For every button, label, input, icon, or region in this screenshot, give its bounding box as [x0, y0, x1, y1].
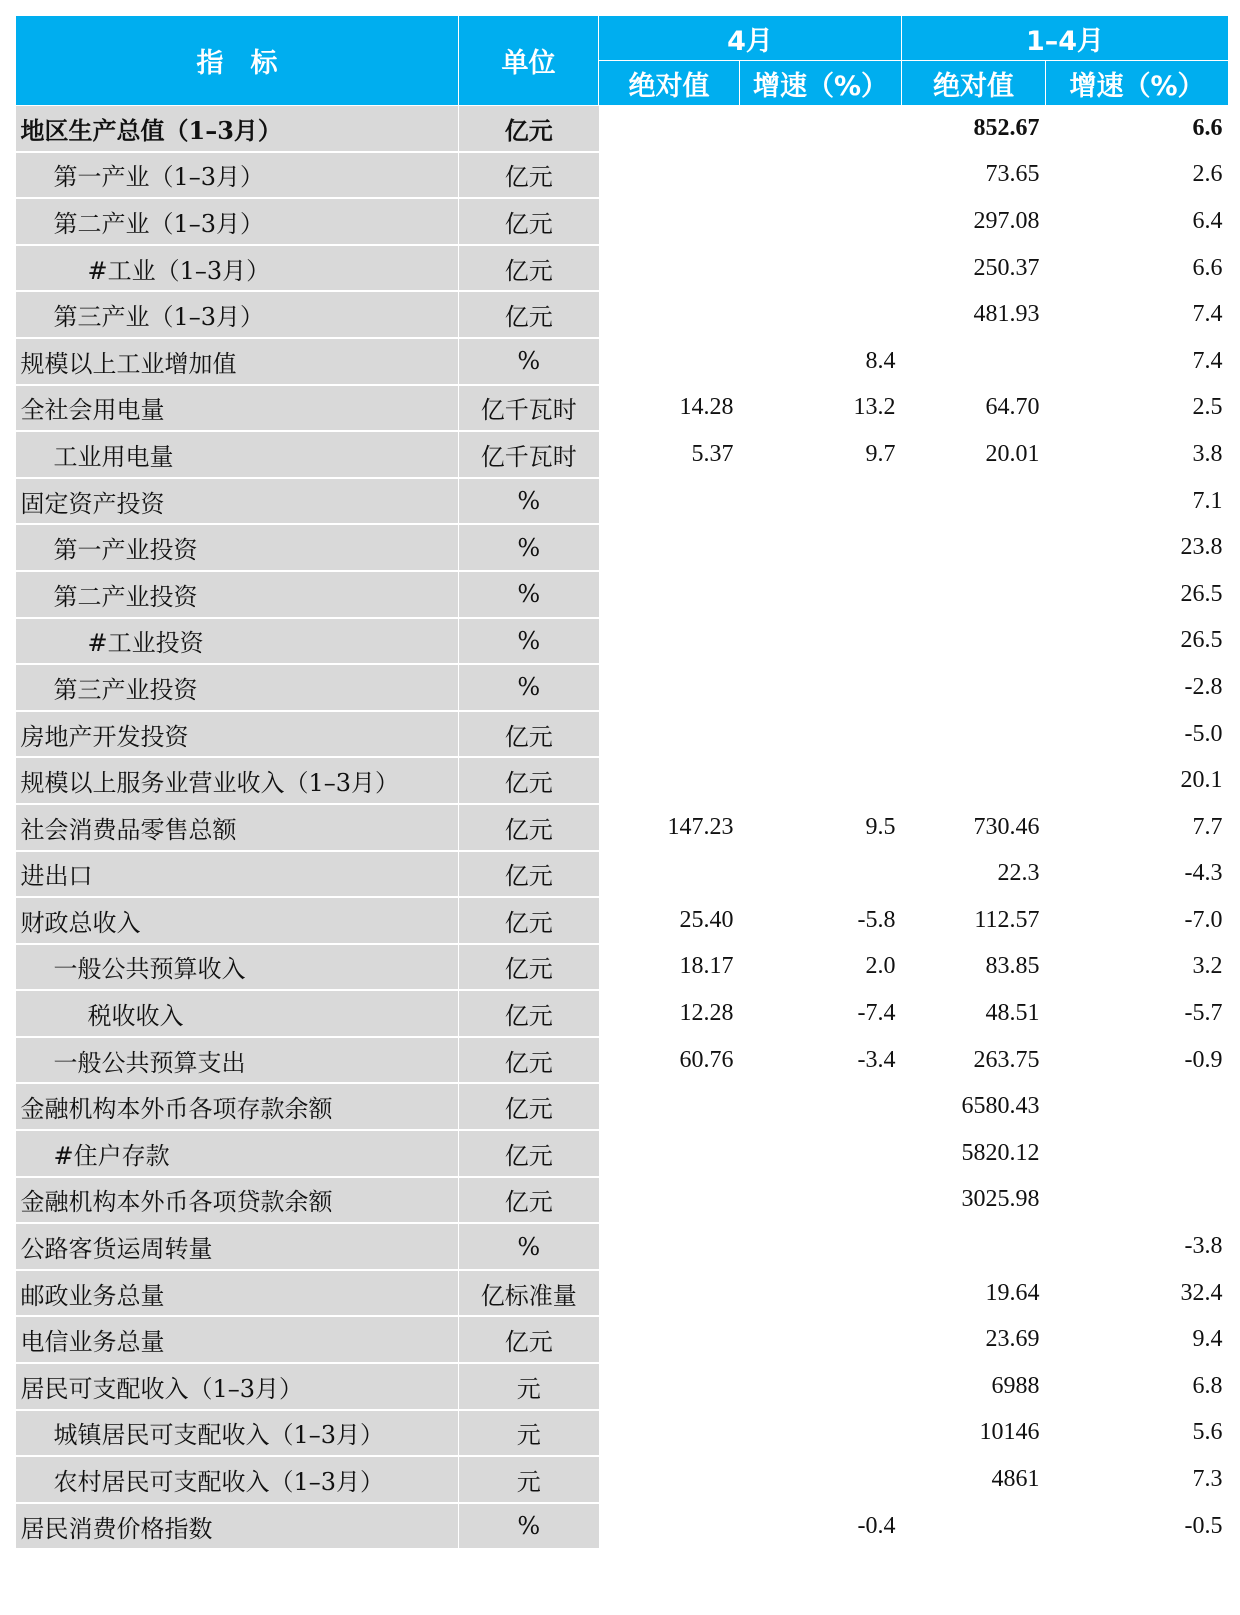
- row-ytd-abs: 10146: [979, 1419, 1040, 1446]
- row-name: 一般公共预算收入: [16, 944, 459, 991]
- row-ytd-abs: 6988: [991, 1372, 1040, 1399]
- row-name: 邮政业务总量: [16, 1270, 459, 1317]
- row-name: 财政总收入: [16, 897, 459, 944]
- row-month-abs: [599, 524, 740, 571]
- row-ytd-abs: [902, 1503, 1046, 1550]
- table-row: [16, 198, 1229, 245]
- row-ytd-growth: 7.4: [1192, 347, 1223, 374]
- row-ytd-growth: 5.6: [1192, 1419, 1223, 1446]
- row-ytd-growth: 7.7: [1192, 813, 1223, 840]
- row-month-growth: [740, 757, 902, 804]
- row-ytd-abs: 3025.98: [961, 1186, 1040, 1213]
- row-month-growth: [740, 1270, 902, 1317]
- table-row: [16, 1410, 1229, 1457]
- row-unit: 亿元: [459, 1177, 599, 1224]
- table-row: [16, 1316, 1229, 1363]
- row-month-abs: [599, 245, 740, 292]
- row-ytd-growth: 9.4: [1192, 1326, 1223, 1353]
- row-month-abs: [599, 1223, 740, 1270]
- row-ytd-growth: -0.5: [1184, 1512, 1223, 1539]
- row-unit: 亿元: [459, 1083, 599, 1130]
- row-ytd-growth: 23.8: [1180, 534, 1223, 561]
- row-month-growth: [740, 524, 902, 571]
- row-month-abs: [599, 757, 740, 804]
- row-ytd-growth: 26.5: [1180, 580, 1223, 607]
- row-unit: 亿元: [459, 106, 599, 152]
- header-month-abs: 绝对值: [599, 61, 740, 106]
- row-month-abs: [599, 478, 740, 525]
- row-ytd-abs: 19.64: [985, 1279, 1040, 1306]
- table-row: [16, 944, 1229, 991]
- row-month-abs: [599, 571, 740, 618]
- row-ytd-growth: -7.0: [1184, 906, 1223, 933]
- row-unit: 亿元: [459, 245, 599, 292]
- row-ytd-growth: 6.4: [1192, 207, 1223, 234]
- row-month-abs: [599, 198, 740, 245]
- header-ytd-growth: 增速（%）: [1046, 61, 1229, 106]
- row-name: 第一产业（1–3月）: [16, 152, 459, 199]
- row-month-growth: [740, 618, 902, 665]
- table-row: [16, 1037, 1229, 1084]
- row-ytd-abs: 83.85: [985, 953, 1040, 980]
- row-month-growth: 13.2: [853, 394, 896, 421]
- row-name: 地区生产总值（1–3月）: [16, 106, 459, 152]
- row-name: #工业（1–3月）: [16, 245, 459, 292]
- row-ytd-abs: [902, 757, 1046, 804]
- row-ytd-abs: 5820.12: [961, 1139, 1040, 1166]
- row-month-abs: [599, 1503, 740, 1550]
- row-month-abs: 14.28: [679, 394, 734, 421]
- row-month-abs: 5.37: [691, 440, 734, 467]
- row-unit: 元: [459, 1363, 599, 1410]
- row-month-growth: -0.4: [857, 1512, 896, 1539]
- table-row: [16, 1503, 1229, 1550]
- row-unit: 元: [459, 1456, 599, 1503]
- row-unit: %: [459, 618, 599, 665]
- row-unit: %: [459, 664, 599, 711]
- row-month-growth: 2.0: [865, 953, 896, 980]
- row-unit: 亿标准量: [459, 1270, 599, 1317]
- row-ytd-growth: 7.4: [1192, 301, 1223, 328]
- row-ytd-growth: -4.3: [1184, 860, 1223, 887]
- row-unit: %: [459, 338, 599, 385]
- row-ytd-abs: 22.3: [997, 860, 1040, 887]
- table-row: [16, 245, 1229, 292]
- row-month-growth: [740, 245, 902, 292]
- row-month-abs: 60.76: [679, 1046, 734, 1073]
- row-month-abs: [599, 1177, 740, 1224]
- row-month-abs: [599, 1083, 740, 1130]
- row-month-growth: 9.7: [865, 440, 896, 467]
- row-unit: 亿千瓦时: [459, 431, 599, 478]
- row-unit: %: [459, 571, 599, 618]
- row-name: 金融机构本外币各项存款余额: [16, 1083, 459, 1130]
- row-month-abs: [599, 106, 740, 152]
- row-ytd-abs: [902, 618, 1046, 665]
- row-name: 第三产业（1–3月）: [16, 291, 459, 338]
- row-month-abs: [599, 338, 740, 385]
- table-row: [16, 106, 1229, 152]
- table-row: [16, 897, 1229, 944]
- row-month-abs: [599, 1270, 740, 1317]
- row-month-growth: [740, 664, 902, 711]
- row-month-growth: 9.5: [865, 813, 896, 840]
- row-unit: %: [459, 524, 599, 571]
- row-ytd-growth: 3.2: [1192, 953, 1223, 980]
- row-ytd-abs: 6580.43: [961, 1093, 1040, 1120]
- row-name: 规模以上服务业营业收入（1–3月）: [16, 757, 459, 804]
- row-ytd-abs: 20.01: [985, 440, 1040, 467]
- row-ytd-abs: 852.67: [973, 114, 1040, 141]
- row-month-growth: [740, 1363, 902, 1410]
- row-ytd-growth: 6.6: [1192, 254, 1223, 281]
- row-name: 进出口: [16, 851, 459, 898]
- table-row: [16, 291, 1229, 338]
- row-name: 居民消费价格指数: [16, 1503, 459, 1550]
- table-row: [16, 1083, 1229, 1130]
- row-name: 规模以上工业增加值: [16, 338, 459, 385]
- row-month-abs: [599, 1130, 740, 1177]
- table-row: [16, 478, 1229, 525]
- row-ytd-growth: 20.1: [1180, 767, 1223, 794]
- row-name: 第三产业投资: [16, 664, 459, 711]
- row-ytd-growth: 32.4: [1180, 1279, 1223, 1306]
- row-ytd-abs: 64.70: [985, 394, 1040, 421]
- row-name: 税收收入: [16, 990, 459, 1037]
- row-ytd-abs: 730.46: [973, 813, 1040, 840]
- table-row: [16, 1130, 1229, 1177]
- row-unit: %: [459, 1503, 599, 1550]
- row-ytd-growth: -5.0: [1184, 720, 1223, 747]
- row-month-abs: [599, 1316, 740, 1363]
- row-unit: 亿元: [459, 711, 599, 758]
- row-ytd-abs: 263.75: [973, 1046, 1040, 1073]
- table-row: [16, 571, 1229, 618]
- row-month-growth: [740, 851, 902, 898]
- row-ytd-abs: [902, 711, 1046, 758]
- row-unit: 亿元: [459, 152, 599, 199]
- row-ytd-growth: [1046, 1083, 1229, 1130]
- table-body: [16, 106, 1229, 1550]
- row-ytd-abs: 250.37: [973, 254, 1040, 281]
- row-month-growth: -5.8: [857, 906, 896, 933]
- row-month-abs: 25.40: [679, 906, 734, 933]
- row-unit: 亿元: [459, 198, 599, 245]
- row-name: 居民可支配收入（1–3月）: [16, 1363, 459, 1410]
- table-row: [16, 431, 1229, 478]
- table-row: [16, 385, 1229, 432]
- row-month-growth: [740, 152, 902, 199]
- row-name: 农村居民可支配收入（1–3月）: [16, 1456, 459, 1503]
- row-name: #住户存款: [16, 1130, 459, 1177]
- row-ytd-abs: 23.69: [985, 1326, 1040, 1353]
- row-unit: %: [459, 1223, 599, 1270]
- row-month-abs: [599, 1410, 740, 1457]
- row-name: 公路客货运周转量: [16, 1223, 459, 1270]
- table-row: [16, 1456, 1229, 1503]
- row-month-abs: 147.23: [667, 813, 734, 840]
- row-month-abs: [599, 1456, 740, 1503]
- row-ytd-growth: -2.8: [1184, 673, 1223, 700]
- row-month-growth: [740, 571, 902, 618]
- row-ytd-abs: [902, 664, 1046, 711]
- row-unit: 元: [459, 1410, 599, 1457]
- row-ytd-abs: 73.65: [985, 161, 1040, 188]
- row-month-growth: [740, 1456, 902, 1503]
- table-row: [16, 1270, 1229, 1317]
- row-month-growth: [740, 711, 902, 758]
- row-month-abs: 18.17: [679, 953, 734, 980]
- row-ytd-growth: [1046, 1130, 1229, 1177]
- row-name: 第一产业投资: [16, 524, 459, 571]
- row-unit: 亿元: [459, 291, 599, 338]
- table-row: [16, 804, 1229, 851]
- table-row: [16, 664, 1229, 711]
- row-ytd-growth: 7.3: [1192, 1466, 1223, 1493]
- row-month-growth: [740, 1410, 902, 1457]
- table-header: [16, 16, 1229, 106]
- row-ytd-growth: 2.5: [1192, 394, 1223, 421]
- row-ytd-growth: 3.8: [1192, 440, 1223, 467]
- row-month-abs: 12.28: [679, 1000, 734, 1027]
- row-month-growth: [740, 1316, 902, 1363]
- row-name: 第二产业（1–3月）: [16, 198, 459, 245]
- row-ytd-growth: -0.9: [1184, 1046, 1223, 1073]
- row-ytd-abs: [902, 524, 1046, 571]
- row-ytd-abs: 297.08: [973, 207, 1040, 234]
- row-unit: %: [459, 478, 599, 525]
- table-row: [16, 618, 1229, 665]
- row-month-abs: [599, 291, 740, 338]
- row-ytd-abs: 112.57: [974, 906, 1040, 933]
- row-name: 金融机构本外币各项贷款余额: [16, 1177, 459, 1224]
- header-month: 4月: [599, 16, 902, 61]
- row-ytd-growth: 26.5: [1180, 627, 1223, 654]
- row-month-growth: -7.4: [857, 1000, 896, 1027]
- table-row: [16, 524, 1229, 571]
- row-month-growth: [740, 198, 902, 245]
- row-month-abs: [599, 152, 740, 199]
- row-ytd-abs: [902, 478, 1046, 525]
- row-ytd-growth: -3.8: [1184, 1233, 1223, 1260]
- row-name: 全社会用电量: [16, 385, 459, 432]
- table-row: [16, 1177, 1229, 1224]
- row-ytd-abs: [902, 338, 1046, 385]
- row-ytd-growth: 6.6: [1192, 114, 1223, 141]
- row-name: 房地产开发投资: [16, 711, 459, 758]
- row-month-abs: [599, 711, 740, 758]
- table-row: [16, 1223, 1229, 1270]
- table-row: [16, 152, 1229, 199]
- header-indicator: 指 标: [16, 16, 459, 106]
- header-month-growth: 增速（%）: [740, 61, 902, 106]
- row-name: #工业投资: [16, 618, 459, 665]
- row-name: 工业用电量: [16, 431, 459, 478]
- header-ytd-abs: 绝对值: [902, 61, 1046, 106]
- row-name: 城镇居民可支配收入（1–3月）: [16, 1410, 459, 1457]
- row-ytd-growth: 2.6: [1192, 161, 1223, 188]
- row-unit: 亿元: [459, 1037, 599, 1084]
- table-row: [16, 851, 1229, 898]
- row-month-growth: [740, 478, 902, 525]
- row-unit: 亿元: [459, 851, 599, 898]
- row-name: 电信业务总量: [16, 1316, 459, 1363]
- row-unit: 亿元: [459, 1316, 599, 1363]
- row-unit: 亿元: [459, 804, 599, 851]
- row-month-growth: [740, 1223, 902, 1270]
- row-month-growth: [740, 291, 902, 338]
- header-unit: 单位: [459, 16, 599, 106]
- row-name: 社会消费品零售总额: [16, 804, 459, 851]
- row-unit: 亿元: [459, 897, 599, 944]
- table-row: [16, 757, 1229, 804]
- row-month-growth: [740, 1177, 902, 1224]
- row-unit: 亿元: [459, 944, 599, 991]
- row-month-growth: [740, 1130, 902, 1177]
- row-name: 固定资产投资: [16, 478, 459, 525]
- row-ytd-abs: [902, 571, 1046, 618]
- header-ytd: 1–4月: [902, 16, 1229, 61]
- row-ytd-growth: 7.1: [1192, 487, 1223, 514]
- row-month-growth: [740, 106, 902, 152]
- row-month-abs: [599, 664, 740, 711]
- row-month-abs: [599, 1363, 740, 1410]
- statistics-table: [15, 15, 1229, 1550]
- row-ytd-growth: 6.8: [1192, 1372, 1223, 1399]
- row-ytd-growth: -5.7: [1184, 1000, 1223, 1027]
- row-name: 一般公共预算支出: [16, 1037, 459, 1084]
- table-row: [16, 711, 1229, 758]
- row-unit: 亿元: [459, 757, 599, 804]
- row-ytd-abs: [902, 1223, 1046, 1270]
- row-name: 第二产业投资: [16, 571, 459, 618]
- row-ytd-abs: 48.51: [985, 1000, 1040, 1027]
- row-ytd-growth: [1046, 1177, 1229, 1224]
- row-unit: 亿千瓦时: [459, 385, 599, 432]
- row-unit: 亿元: [459, 1130, 599, 1177]
- table-row: [16, 990, 1229, 1037]
- row-ytd-abs: 4861: [991, 1466, 1040, 1493]
- row-ytd-abs: 481.93: [973, 301, 1040, 328]
- row-unit: 亿元: [459, 990, 599, 1037]
- row-month-growth: -3.4: [857, 1046, 896, 1073]
- row-month-growth: [740, 1083, 902, 1130]
- table-row: [16, 1363, 1229, 1410]
- row-month-abs: [599, 851, 740, 898]
- row-month-abs: [599, 618, 740, 665]
- table-row: [16, 338, 1229, 385]
- row-month-growth: 8.4: [865, 347, 896, 374]
